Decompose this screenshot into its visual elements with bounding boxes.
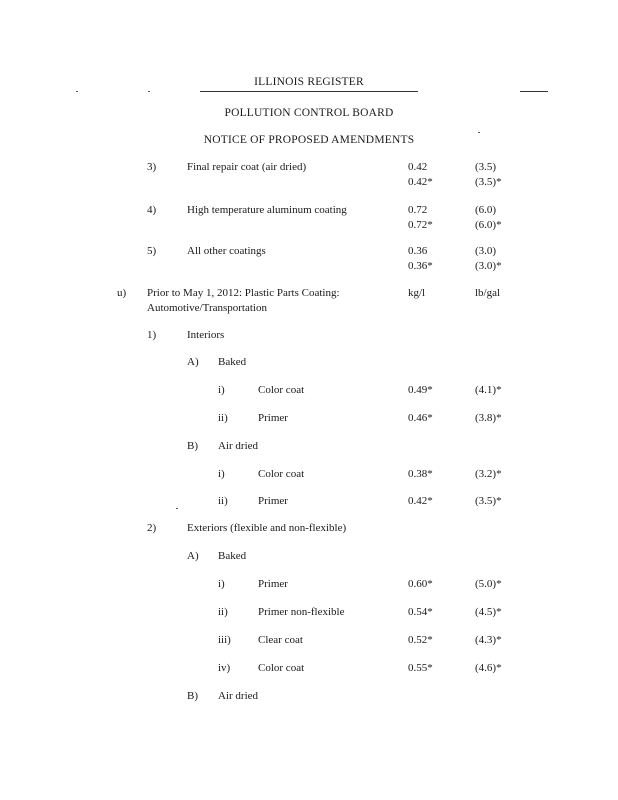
row-number: 4): [147, 204, 157, 216]
register-title: ILLINOIS REGISTER: [254, 76, 364, 88]
header-rule: [200, 91, 418, 92]
row-label: High temperature aluminum coating: [187, 204, 347, 216]
value-lb: (3.0): [475, 245, 497, 257]
item-number: ii): [218, 412, 228, 424]
item-number: i): [218, 578, 225, 590]
value-kg: 0.42*: [408, 495, 433, 507]
unit-lb-header: lb/gal: [475, 287, 501, 299]
baked-label: Baked: [218, 550, 247, 562]
value-kg: 0.60*: [408, 578, 433, 590]
value-kg: 0.42: [408, 161, 428, 173]
item-label: Primer: [258, 578, 288, 590]
value-lb-alt: (6.0)*: [475, 219, 502, 231]
section-number: u): [117, 287, 127, 299]
item-number: iv): [218, 662, 231, 674]
notice-title: NOTICE OF PROPOSED AMENDMENTS: [203, 134, 415, 146]
section-label-line2: Automotive/Transportation: [147, 302, 267, 314]
value-kg: 0.54*: [408, 606, 433, 618]
item-label: Clear coat: [258, 634, 303, 646]
air-dried-label: Air dried: [218, 690, 259, 702]
row-label: All other coatings: [187, 245, 266, 257]
value-lb: (3.5)*: [475, 495, 502, 507]
item-number: ii): [218, 495, 228, 507]
value-kg: 0.52*: [408, 634, 433, 646]
exteriors-label: Exteriors (flexible and non-flexible): [187, 522, 347, 534]
interiors-label: Interiors: [187, 329, 225, 341]
value-lb: (4.1)*: [475, 384, 502, 396]
unit-kg-header: kg/l: [408, 287, 426, 299]
exteriors-number: 2): [147, 522, 157, 534]
item-label: Color coat: [258, 468, 305, 480]
scan-speck: [176, 508, 178, 509]
scan-speck: [478, 132, 480, 133]
item-number: iii): [218, 634, 231, 646]
scan-speck: [76, 91, 78, 92]
value-lb: (4.5)*: [475, 606, 502, 618]
value-lb: (3.8)*: [475, 412, 502, 424]
value-kg-alt: 0.72*: [408, 219, 433, 231]
item-label: Primer: [258, 495, 288, 507]
row-number: 5): [147, 245, 157, 257]
baked-number: A): [187, 356, 199, 368]
value-kg: 0.55*: [408, 662, 433, 674]
value-kg: 0.72: [408, 204, 428, 216]
header-rule-right: [520, 91, 548, 92]
value-lb: (4.3)*: [475, 634, 502, 646]
value-kg: 0.46*: [408, 412, 433, 424]
row-label: Final repair coat (air dried): [187, 161, 307, 173]
value-kg: 0.36: [408, 245, 428, 257]
value-kg: 0.49*: [408, 384, 433, 396]
item-label: Primer non-flexible: [258, 606, 345, 618]
item-number: i): [218, 384, 225, 396]
item-label: Primer: [258, 412, 288, 424]
air-dried-number: B): [187, 690, 198, 702]
item-label: Color coat: [258, 662, 305, 674]
value-lb: (4.6)*: [475, 662, 502, 674]
air-dried-number: B): [187, 440, 198, 452]
value-lb: (3.2)*: [475, 468, 502, 480]
value-kg: 0.38*: [408, 468, 433, 480]
board-title: POLLUTION CONTROL BOARD: [224, 107, 394, 119]
air-dried-label: Air dried: [218, 440, 259, 452]
baked-number: A): [187, 550, 199, 562]
row-number: 3): [147, 161, 157, 173]
value-lb-alt: (3.5)*: [475, 176, 502, 188]
value-kg-alt: 0.42*: [408, 176, 433, 188]
value-lb: (3.5): [475, 161, 497, 173]
section-label-line1: Prior to May 1, 2012: Plastic Parts Coating:: [147, 287, 340, 299]
value-lb: (5.0)*: [475, 578, 502, 590]
item-number: i): [218, 468, 225, 480]
value-lb: (6.0): [475, 204, 497, 216]
scan-speck: [148, 91, 150, 92]
baked-label: Baked: [218, 356, 247, 368]
item-label: Color coat: [258, 384, 305, 396]
value-lb-alt: (3.0)*: [475, 260, 502, 272]
item-number: ii): [218, 606, 228, 618]
value-kg-alt: 0.36*: [408, 260, 433, 272]
interiors-number: 1): [147, 329, 157, 341]
